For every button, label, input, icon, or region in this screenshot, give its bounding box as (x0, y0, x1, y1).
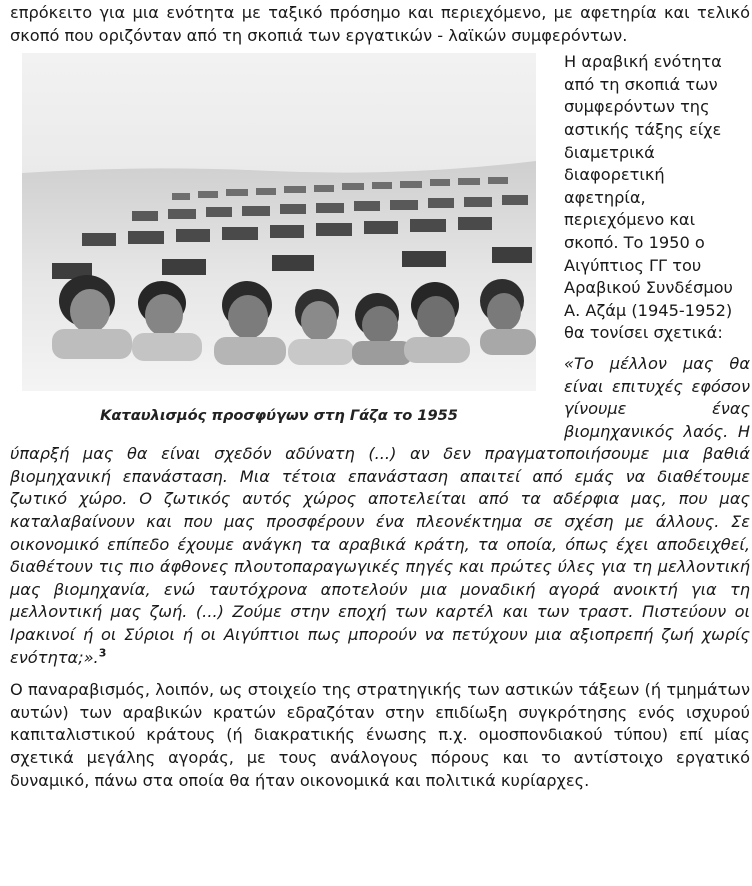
photo-illustration (22, 53, 536, 391)
side-paragraph: Η αραβική ενότητα από τη σκοπιά των συμφερόντων της αστικής τάξης είχε διαμετρικά διαφορετική αφετηρία, περιεχόμενο και σκοπό. Το 1950 ο Αιγύπτιος ΓΓ του Αραβικού Συνδέσμου Α. Αζάμ (1945-1952) θα τονίσει σχετικά: (564, 52, 733, 343)
figure-caption: Καταυλισμός προσφύγων στη Γάζα το 1955 (100, 407, 458, 425)
refugee-camp-photo (22, 53, 536, 391)
quote-text: «Το μέλλον μας θα είναι επιτυχές εφόσον γίνουμε ένας βιομηχανικός λαός. Η ύπαρξή μας θα είναι σχεδόν αδύνατη (...) αν δεν πραγματοποιήσουμε μια βαθιά βιομηχανική επανάσταση. Μια τέτοια επανάσταση απαιτεί από εμάς να διαθέτουμε ζωτικό χώρο. Ο ζωτικός αυτός χώρος αποτελείται από τα αδέρφια μας, που μας καταλαβαίνουν και που μας προσφέρουν ένα πλεονέκτημα σε σχέση με άλλους. Σε οικονομικό επίπεδο έχουμε ανάγκη τα αραβικά κράτη, τα οποία, όπως έχει αποδειχθεί, διαθέτουν τις πιο άφθονες πλουτοπαραγωγικές πηγές και πρώτες ύλες για τη μελλοντική μας βιομηχανία, ενώ ταυτόχρονα αποτελούν μια μοναδική αγορά ανοικτή για τη μελλοντική μας ζωή. (...) Ζούμε στην εποχή των καρτέλ και των τραστ. Πιστεύουν οι Ιρακινοί ή οι Σύριοι ή οι Αιγύπτιοι πως μπορούν να πετύχουν μια αξιοπρεπή ζωή χωρίς ενότητα;». (10, 353, 750, 667)
footnote-reference[interactable]: 3 (98, 646, 107, 660)
outro-paragraph: Ο παναραβισμός, λοιπόν, ως στοιχείο της στρατηγικής των αστικών τάξεων (ή τμημάτων αυτών) των αραβικών κρατών εδραζόταν στην επιδίωξη συγκρότησης ενός ισχυρού καπιταλιστικού κράτους (ή διακρατικής ένωσης π.χ. ομοσπονδιακού τύπου) επί μίας σχετικά μεγάλης αγοράς, με τους ανάλογους πόρους και το αντίστοιχο εργατικό δυναμικό, πάνω στα οποία θα ήταν οικονομικά και πολιτικά κυρίαρχες. (10, 680, 750, 790)
intro-paragraph: επρόκειτο για μια ενότητα με ταξικό πρόσημο και περιεχόμενο, με αφετηρία και τελικό σκοπό που οριζόνταν από τη σκοπιά των εργατικών - λαϊκών συμφερόντων. (10, 3, 750, 45)
figure (22, 53, 550, 428)
